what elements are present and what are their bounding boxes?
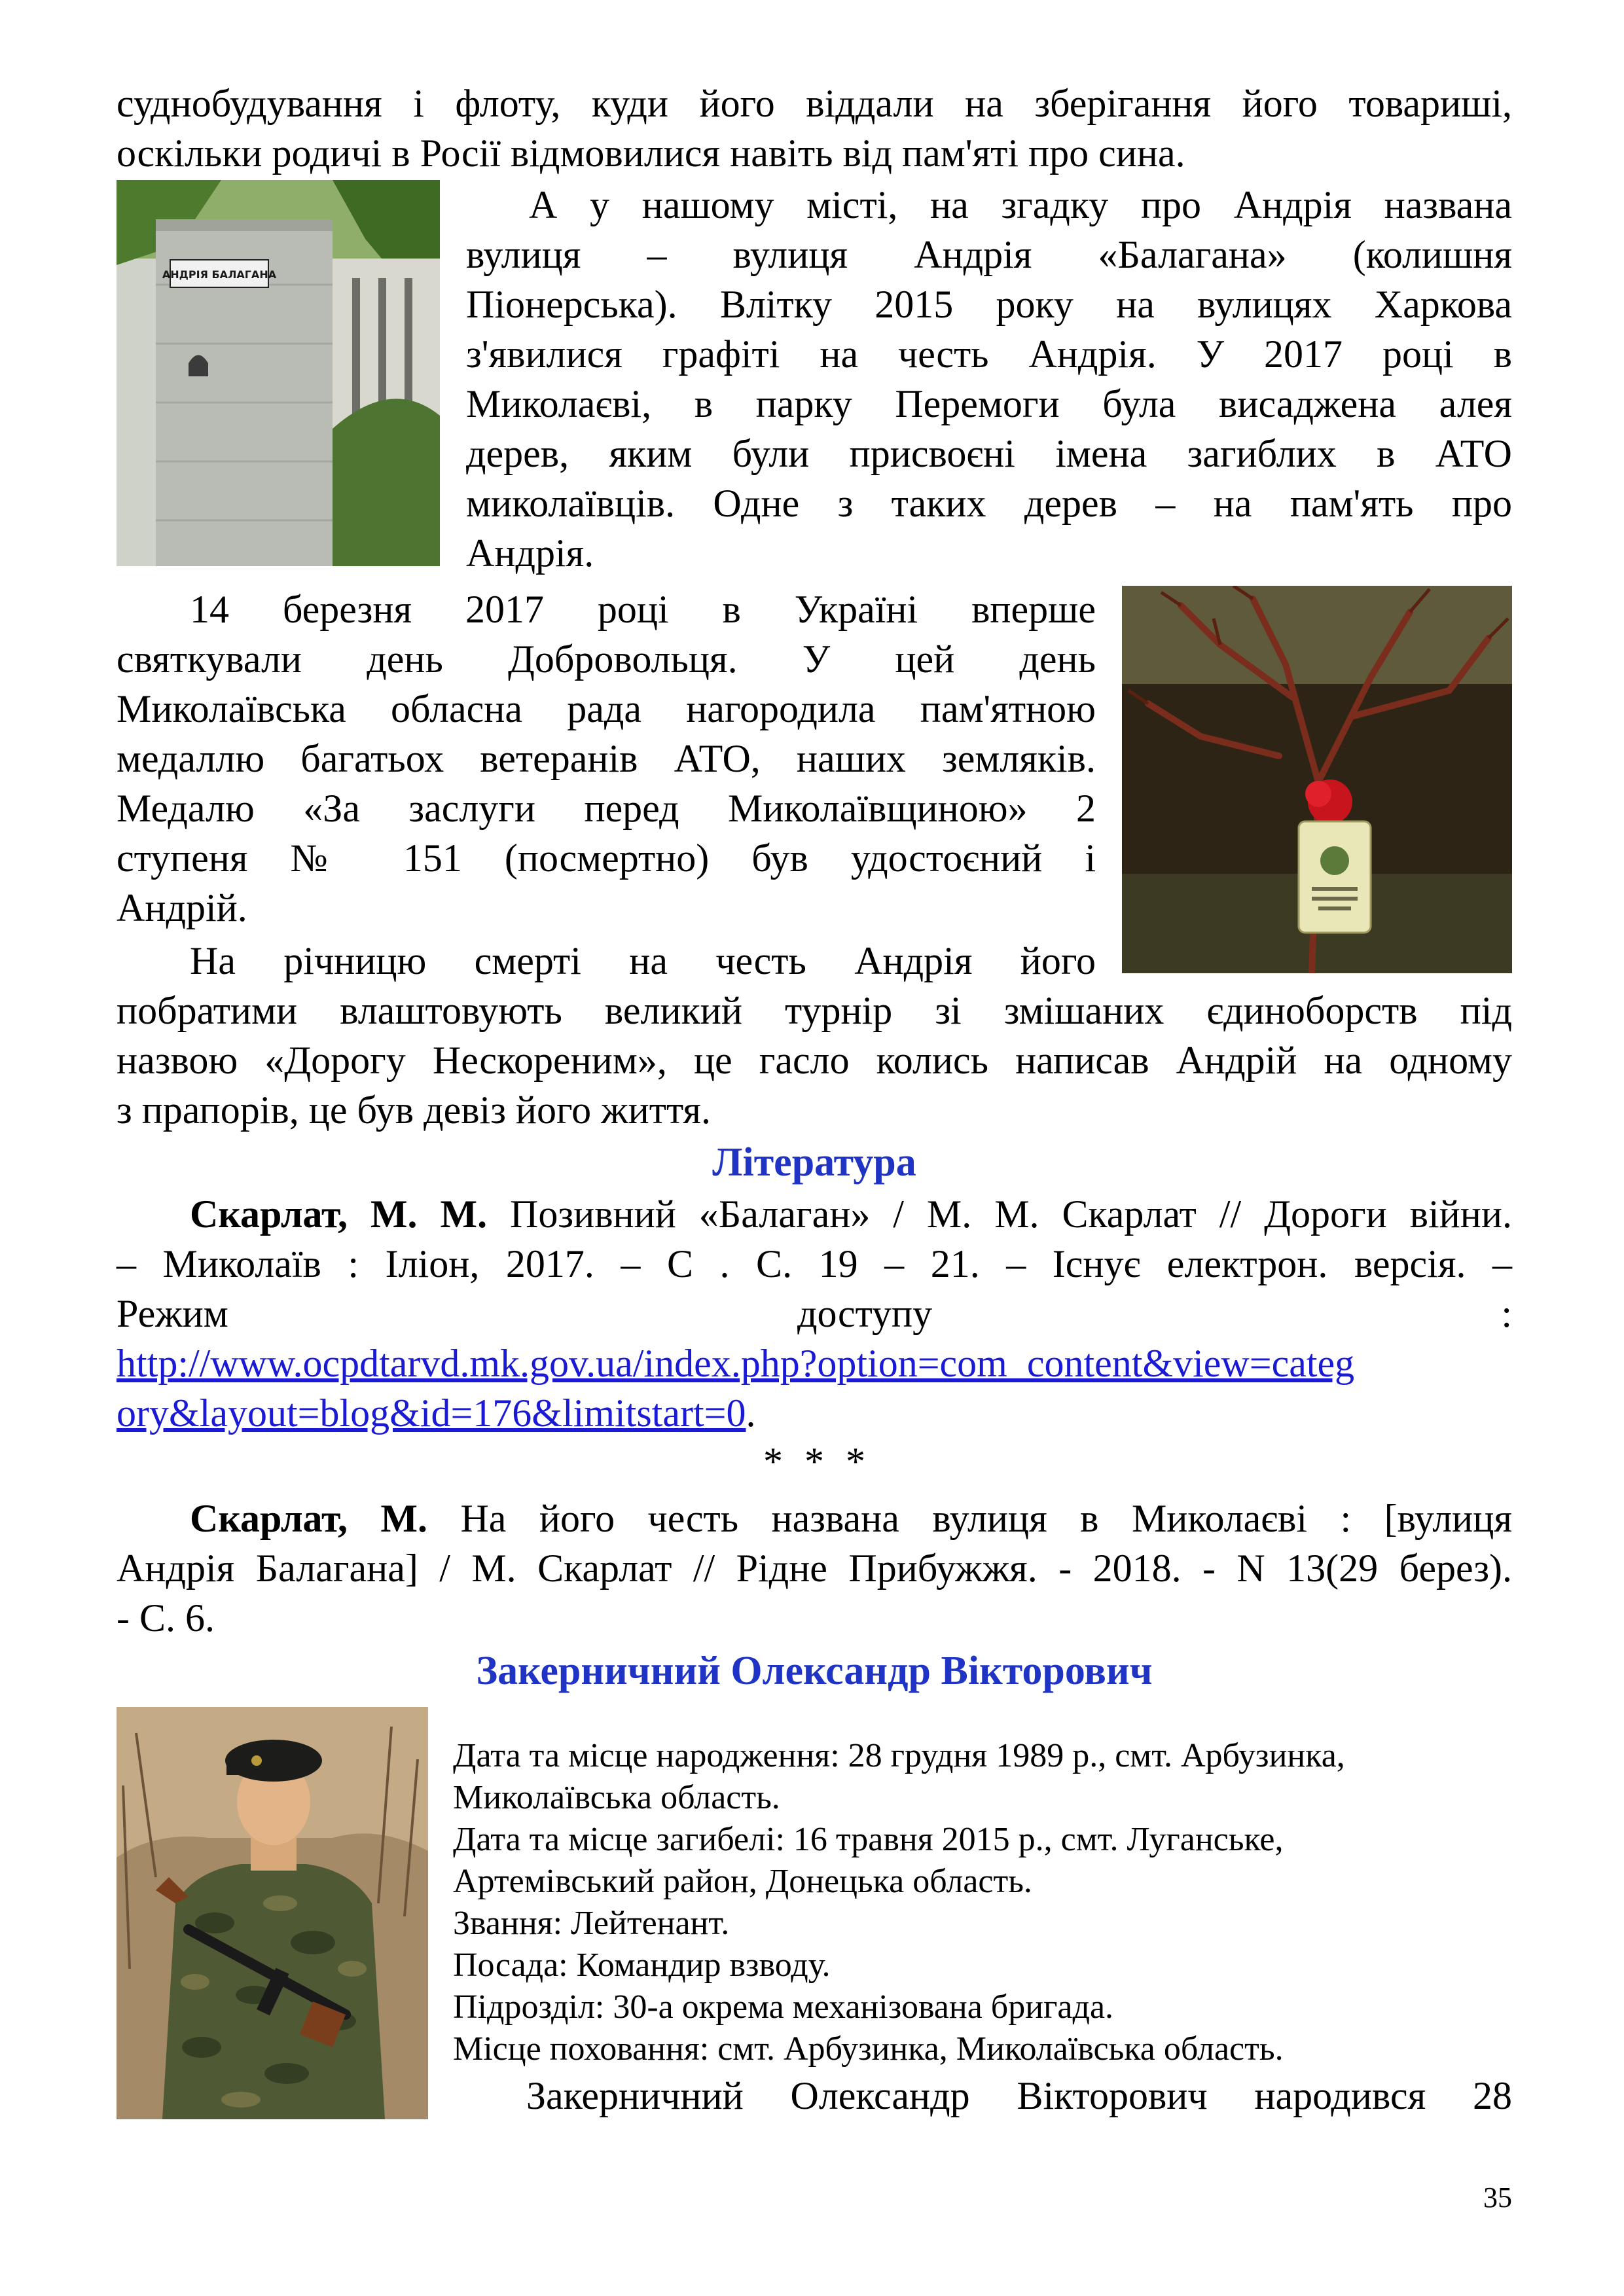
text-line: На річницю смерті на честь Андрія його: [190, 939, 1096, 982]
page-number: 35: [1483, 2181, 1512, 2214]
profile-line: Звання: Лейтенант.: [453, 1905, 730, 1942]
reference-url-line: [117, 1338, 1512, 1388]
text-line: суднобудування і флоту, куди його віддали на зберігання його товариші,: [117, 82, 1512, 125]
text-line: оскільки родичі в Росії відмовилися навіть від пам'яті про сина.: [117, 132, 1185, 175]
profile-line: Посада: Командир взводу.: [453, 1946, 831, 1984]
profile-line: Миколаївська область.: [453, 1779, 780, 1816]
street-sign-photo: [117, 180, 440, 566]
text-line: медаллю багатьох ветеранів АТО, наших земляків.: [117, 737, 1096, 780]
text-line: Андрія.: [466, 531, 594, 575]
reference-url-link[interactable]: ory&layout=blog&id=176&limitstart=0: [117, 1391, 746, 1435]
soldier-portrait-photo: [117, 1707, 428, 2119]
street-sign-text: АНДРІЯ БАЛАГАНА: [162, 268, 277, 281]
reference-line: Андрія Балагана] / М. Скарлат // Рідне Прибужжя. - 2018. - N 13(29 берез).: [117, 1547, 1512, 1590]
profile-line: Дата та місце загибелі: 16 травня 2015 р., смт. Луганське,: [453, 1821, 1284, 1858]
text-line: побратими влаштовують великий турнір зі змішаних єдиноборств під: [117, 989, 1512, 1032]
reference-line: [117, 1494, 1512, 1543]
reference-word: Режим: [117, 1292, 228, 1335]
text-line: назвою «Дорогу Нескореним», це гасло колись написав Андрій на одному: [117, 1039, 1512, 1082]
text-line: Миколаївська обласна рада нагородила пам'ятною: [117, 687, 1096, 730]
person-heading: Закерничний Олександр Вікторович: [476, 1649, 1153, 1693]
text-line: Медалю «За заслуги перед Миколаївщиною» 2: [117, 787, 1096, 830]
text-line: Андрій.: [117, 886, 247, 929]
text-line: святкували день Добровольця. У цей день: [117, 637, 1096, 681]
reference-line: [117, 1189, 1512, 1239]
memorial-tree-photo: [1122, 586, 1512, 973]
text-line: дерев, яким були присвоєні імена загиблих в АТО: [466, 432, 1512, 475]
profile-line: Артемівський район, Донецька область.: [453, 1863, 1032, 1900]
literature-heading: Література: [712, 1140, 916, 1185]
text-line: ступеня № 151 (посмертно) був удостоєний і: [117, 836, 1096, 880]
reference-word: :: [1501, 1292, 1512, 1335]
text-line: А у нашому місті, на згадку про Андрія названа: [529, 183, 1512, 226]
text-line: вулиця – вулиця Андрія «Балагана» (колишня: [466, 233, 1512, 276]
text-line: Піонерська). Влітку 2015 року на вулицях Харкова: [466, 283, 1512, 326]
text-line: з прапорів, це був девіз його життя.: [117, 1088, 711, 1132]
text-line: Миколаєві, в парку Перемоги була висаджена алея: [466, 382, 1512, 425]
reference-url-end: .: [746, 1391, 756, 1435]
reference-word: доступу: [797, 1292, 933, 1335]
text-line: з'явилися графіті на честь Андрія. У 2017 році в: [466, 332, 1512, 376]
reference-line: - С. 6.: [117, 1596, 215, 1640]
reference-author: Скарлат, М. М.: [190, 1193, 488, 1236]
reference-title: На його честь названа вулиця в Миколаєві : [вулиця: [427, 1497, 1512, 1540]
reference-author: Скарлат, М.: [190, 1497, 428, 1540]
reference-line: – Миколаїв : Іліон, 2017. – С . С. 19 – 21. – Існує електрон. версія. –: [117, 1242, 1512, 1285]
text-line: 14 березня 2017 році в Україні вперше: [190, 588, 1096, 631]
separator-asterisks: * * *: [763, 1440, 865, 1483]
reference-title: Позивний «Балаган» / М. М. Скарлат // Дороги війни.: [487, 1193, 1513, 1236]
reference-url-line: [117, 1388, 755, 1438]
reference-url-link[interactable]: http://www.ocpdtarvd.mk.gov.ua/index.php?option=com_content&view=categ: [117, 1342, 1355, 1385]
profile-line: Підрозділ: 30-а окрема механізована бригада.: [453, 1988, 1114, 2026]
profile-line: Дата та місце народження: 28 грудня 1989 р., смт. Арбузинка,: [453, 1737, 1345, 1774]
reference-line: [117, 1289, 1512, 1338]
bio-line: Закерничний Олександр Вікторович народився 28: [526, 2074, 1512, 2117]
text-line: миколаївців. Одне з таких дерев – на пам'ять про: [466, 482, 1512, 525]
profile-line: Місце поховання: смт. Арбузинка, Миколаївська область.: [453, 2030, 1284, 2068]
